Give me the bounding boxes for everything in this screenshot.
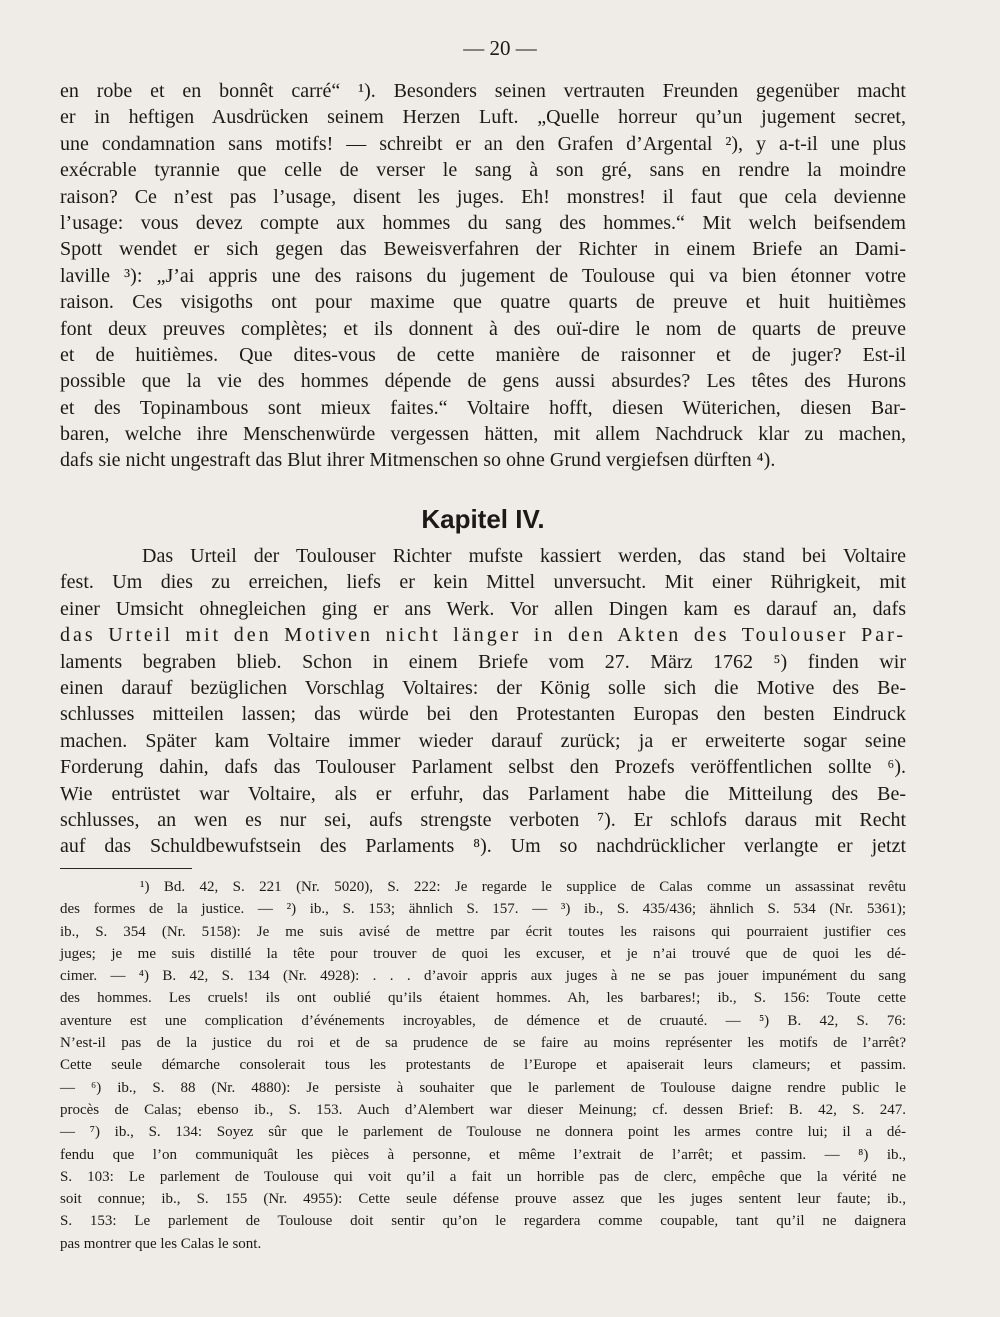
text-line: baren, welche ihre Menschenwürde vergessen hätten, mit allem Nachdruck klar zu machen, [60, 423, 906, 446]
footnote-line: Cette seule démarche consolerait tous les protestants de l’Europe et apaiserait leurs clameurs; et passim. [60, 1057, 906, 1074]
text-line: einen darauf bezüglichen Vorschlag Voltaires: der König solle sich die Motive des Be- [60, 676, 906, 699]
footnote-line: cimer. — ⁴) B. 42, S. 134 (Nr. 4928): . . . d’avoir appris aux juges à ne se pas jouer impunément du sang [60, 968, 906, 985]
text-line: en robe et en bonnêt carré“ ¹). Besonders seinen vertrauten Freunden gegenüber macht [60, 80, 906, 102]
text-line: exécrable tyrannie que celle de verser le sang à son gré, sans en rendre la moindre [60, 159, 906, 182]
text-line: machen. Später kam Voltaire immer wieder darauf zurück; ja er erweiterte sogar seine [60, 729, 906, 752]
footnote-line: — ⁷) ib., S. 134: Soyez sûr que le parlement de Toulouse ne donnera point les armes contre lui; il a dé- [60, 1124, 906, 1141]
footnote-line: soit connue; ib., S. 155 (Nr. 4955): Cette seule défense prouve assez que les juges sentent leur faute; ib., [60, 1191, 906, 1208]
text-line: raison? Ce n’est pas l’usage, disent les juges. Eh! monstres! il faut que cela devienne [60, 185, 906, 208]
footnote-line: — ⁶) ib., S. 88 (Nr. 4880): Je persiste à souhaiter que le parlement de Toulouse daigne rendre public le [60, 1079, 906, 1096]
text-line: einer Umsicht ohnegleichen ging er ans Werk. Vor allen Dingen kam es darauf an, dafs [60, 597, 906, 620]
text-line: et des Topinambous sont mieux faites.“ Voltaire hofft, diesen Wüterichen, diesen Bar- [60, 396, 906, 419]
body-text [60, 78, 906, 474]
text-line: Forderung dahin, dafs das Toulouser Parlament selbst den Prozefs veröffentlichen sollte ⁶). [60, 756, 906, 779]
text-line: font deux preuves complètes; et ils donnent à des ouï-dire le nom de quarts de preuve [60, 317, 906, 340]
text-line: dafs sie nicht ungestraft das Blut ihrer Mitmenschen so ohne Grund vergiefsen dürften ⁴). [60, 449, 776, 472]
footnote-line: procès de Calas; ebenso ib., S. 153. Auch d’Alembert war dieser Meinung; cf. dessen Brief: B. 42, S. 247. [60, 1101, 906, 1118]
footnote-line: des hommes. Les cruels! ils ont oublié qu’ils étaient hommes. Ah, les barbares!; ib., S. 156: Toute cette [60, 990, 906, 1007]
text-line: laville ³): „J’ai appris une des raisons du jugement de Toulouse qui va bien étonner votre [60, 264, 906, 287]
text-line: l’usage: vous devez compte aux hommes du sang des hommes.“ Mit welch beifsendem [60, 211, 906, 234]
chapter-heading: Kapitel IV. [421, 504, 545, 534]
footnote-line: fendu que l’on communiquât les pièces à personne, et même l’extrait de l’arrêt; et passim. — ⁸) ib., [60, 1146, 906, 1163]
footnote-line: juges; je me suis distillé la tête pour trouver de quoi les excuser, et je n’ai trouvé que de quoi les dé- [60, 945, 906, 962]
text-line: laments begraben blieb. Schon in einem Briefe vom 27. März 1762 ⁵) finden wir [60, 650, 906, 673]
text-line: possible que la vie des hommes dépende de gens aussi absurdes? Les têtes des Hurons [60, 370, 906, 393]
text-line: une condamnation sans motifs! — schreibt er an den Grafen d’Argental ²), y a-t-il une plus [60, 132, 906, 155]
footnote-line: aventure est une complication d’événements incroyables, de démence et de cruauté. — ⁵) B. 42, S. 76: [60, 1012, 906, 1029]
footnote-divider [60, 868, 192, 869]
text-line: fest. Um dies zu erreichen, liefs er kein Mittel unversucht. Mit einer Rührigkeit, mit [60, 571, 906, 594]
text-line: et de huitièmes. Que dites-vous de cette manière de raisonner et de juger? Est-il [60, 343, 906, 366]
footnote-line: N’est-il pas de la justice du roi et de sa prudence de se faire au moins représenter les motifs de l’arrêt? [60, 1035, 906, 1052]
footnote-line: S. 103: Le parlement de Toulouse qui voit qu’il a fait un horrible pas de clerc, empêche que la vérité ne [60, 1168, 906, 1185]
footnote-line: ib., S. 354 (Nr. 5158): Je me suis avisé de mettre par écrit toutes les raisons qui pourraient justifier ces [60, 923, 906, 940]
page-number: — 20 — [463, 36, 537, 60]
footnotes [60, 876, 906, 1255]
footnote-line: S. 153: Le parlement de Toulouse doit sentir qu’on le regardera comme coupable, tant qu’il ne daignera [60, 1213, 906, 1230]
footnote-line: des formes de la justice. — ²) ib., S. 153; ähnlich S. 157. — ³) ib., S. 435/436; ähnlich S. 534 (Nr. 5361); [60, 901, 906, 918]
text-line: schlusses mitteilen lassen; das würde bei den Protestanten Europas den besten Eindruck [60, 703, 906, 726]
text-line: raison. Ces visigoths ont pour maxime que quatre quarts de preuve et huit huitièmes [60, 291, 906, 314]
chapter-body-text [60, 543, 906, 860]
text-line: Das Urteil der Toulouser Richter mufste kassiert werden, das stand bei Voltaire [142, 545, 906, 567]
text-line: auf das Schuldbewufstsein des Parlaments ⁸). Um so nachdrücklicher verlangte er jetzt [60, 835, 906, 858]
text-line-spaced: das Urteil mit den Motiven nicht länger in den Akten des Toulouser Par- [60, 624, 906, 647]
footnote-line: pas montrer que les Calas le sont. [60, 1235, 262, 1252]
footnote-line: ¹) Bd. 42, S. 221 (Nr. 5020), S. 222: Je regarde le supplice de Calas comme un assassinat revêtu [140, 879, 906, 895]
text-line: er in heftigen Ausdrücken seinem Herzen Luft. „Quelle horreur qu’un jugement secret, [60, 106, 906, 129]
text-line: Spott wendet er sich gegen das Beweisverfahren der Richter in einem Briefe an Dami- [60, 238, 906, 261]
text-line: Wie entrüstet war Voltaire, als er erfuhr, das Parlament habe die Mitteilung des Be- [60, 782, 906, 805]
text-line: schlusses, an wen es nur sei, aufs strengste verboten ⁷). Er schlofs daraus mit Recht [60, 808, 906, 831]
